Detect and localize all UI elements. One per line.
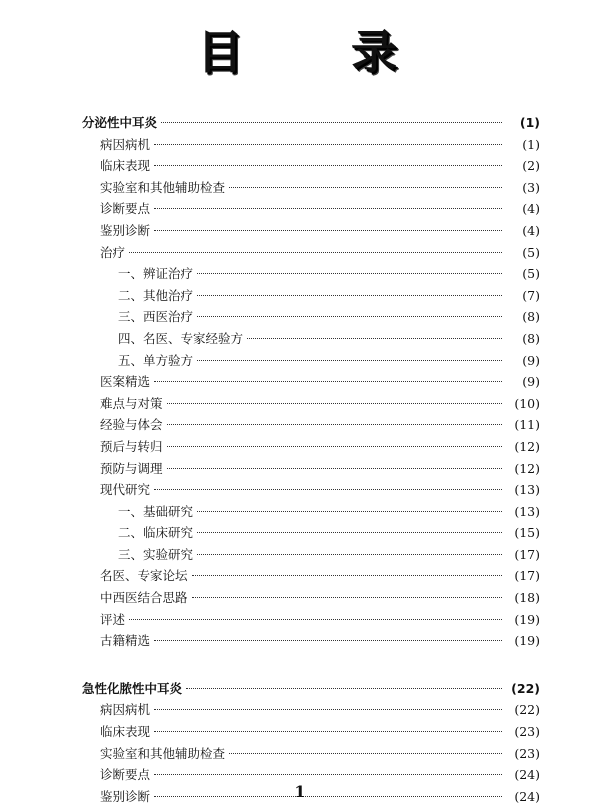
toc-entry[interactable] <box>82 458 540 480</box>
toc-entry-label: 诊断要点 <box>100 201 151 217</box>
toc-entry-page: (4) <box>522 201 540 217</box>
toc-entry-page: (24) <box>514 788 540 804</box>
dot-leader <box>154 489 502 490</box>
dot-leader <box>129 619 502 620</box>
dot-leader <box>154 144 502 145</box>
toc-entry[interactable] <box>82 155 540 177</box>
dot-leader <box>154 208 502 209</box>
toc-entry[interactable] <box>82 285 540 307</box>
toc-entry-label: 古籍精选 <box>100 633 151 649</box>
dot-leader <box>154 640 502 641</box>
toc-entry[interactable] <box>82 630 540 652</box>
dot-leader <box>197 511 502 512</box>
dot-leader <box>154 709 502 710</box>
toc-entry-label: 实验室和其他辅助检查 <box>100 745 226 761</box>
toc-entry-page: (15) <box>514 525 540 541</box>
dot-leader <box>197 273 502 274</box>
toc-entry-page: (8) <box>522 330 540 346</box>
toc-entry-label: 难点与对策 <box>100 395 163 411</box>
toc-entry[interactable] <box>82 699 540 721</box>
dot-leader <box>197 316 502 317</box>
toc-entry[interactable] <box>82 306 540 328</box>
toc-entry-label: 一、基础研究 <box>118 503 194 519</box>
toc-entry-label: 四、名医、专家经验方 <box>118 330 244 346</box>
toc-entry-page: (17) <box>514 568 540 584</box>
toc-entry[interactable] <box>82 565 540 587</box>
dot-leader <box>186 688 502 689</box>
toc-entry-label: 五、单方验方 <box>118 352 194 368</box>
dot-leader <box>129 252 502 253</box>
toc-entry-page: (19) <box>514 611 540 627</box>
toc-entry-page: (12) <box>514 460 540 476</box>
toc-entry-label: 鉴别诊断 <box>100 788 151 804</box>
toc-entry-page: (13) <box>514 482 540 498</box>
toc-entry-label: 三、实验研究 <box>118 546 194 562</box>
toc-entry-page: (12) <box>514 438 540 454</box>
toc-entry[interactable] <box>82 587 540 609</box>
toc-entry-page: (5) <box>522 266 540 282</box>
toc-entry[interactable] <box>82 242 540 264</box>
dot-leader <box>197 532 502 533</box>
toc-entry[interactable] <box>82 479 540 501</box>
dot-leader <box>167 446 502 447</box>
toc-entry-page: (19) <box>514 633 540 649</box>
toc-entry[interactable] <box>82 721 540 743</box>
toc-entry[interactable] <box>82 198 540 220</box>
toc-entry-label: 预后与转归 <box>100 438 163 454</box>
toc-entry[interactable] <box>82 350 540 372</box>
toc-entry-label: 三、西医治疗 <box>118 309 194 325</box>
toc-entry-label: 中西医结合思路 <box>100 590 188 606</box>
dot-leader <box>167 424 502 425</box>
toc-entry[interactable] <box>82 609 540 631</box>
toc-entry-label: 病因病机 <box>100 136 151 152</box>
toc-chapter-entry[interactable] <box>82 112 540 134</box>
toc-entry-page: (23) <box>514 745 540 761</box>
toc-entry-page: (1) <box>519 115 540 130</box>
page-title: 目 录 <box>196 25 443 79</box>
toc-entry-page: (22) <box>511 680 540 696</box>
toc-entry-label: 临床表现 <box>100 158 151 174</box>
toc-entry-page: (5) <box>522 244 540 260</box>
dot-leader <box>197 360 502 361</box>
toc-entry-page: (2) <box>522 158 540 174</box>
toc-chapter-entry[interactable] <box>82 678 540 700</box>
toc-entry-page: (22) <box>514 702 540 718</box>
table-of-contents <box>82 112 540 807</box>
toc-entry[interactable] <box>82 522 540 544</box>
toc-entry-label: 治疗 <box>100 244 126 260</box>
toc-entry[interactable] <box>82 328 540 350</box>
page-number: 1 <box>294 782 306 801</box>
toc-entry-label: 实验室和其他辅助检查 <box>100 179 226 195</box>
toc-entry-label: 鉴别诊断 <box>100 222 151 238</box>
dot-leader <box>154 381 502 382</box>
toc-entry-page: (1) <box>522 136 540 152</box>
dot-leader <box>167 468 502 469</box>
toc-entry[interactable] <box>82 743 540 765</box>
toc-entry-label: 评述 <box>100 611 126 627</box>
toc-entry[interactable] <box>82 393 540 415</box>
toc-entry[interactable] <box>82 544 540 566</box>
dot-leader <box>154 230 502 231</box>
toc-entry-label: 分泌性中耳炎 <box>82 115 158 130</box>
dot-leader <box>197 554 502 555</box>
toc-entry-page: (9) <box>522 374 540 390</box>
toc-entry-page: (4) <box>522 222 540 238</box>
toc-entry-label: 诊断要点 <box>100 767 151 783</box>
toc-entry-page: (10) <box>514 395 540 411</box>
toc-entry[interactable] <box>82 414 540 436</box>
toc-entry-page: (11) <box>514 417 540 433</box>
toc-entry-label: 预防与调理 <box>100 460 163 476</box>
toc-entry-page: (7) <box>522 287 540 303</box>
toc-entry-label: 名医、专家论坛 <box>100 568 188 584</box>
toc-entry-label: 现代研究 <box>100 482 151 498</box>
toc-entry[interactable] <box>82 501 540 523</box>
toc-entry[interactable] <box>82 263 540 285</box>
toc-entry-page: (23) <box>514 724 540 740</box>
toc-entry[interactable] <box>82 177 540 199</box>
toc-entry[interactable] <box>82 436 540 458</box>
toc-entry-label: 一、辨证治疗 <box>118 266 194 282</box>
toc-entry-label: 医案精选 <box>100 374 151 390</box>
toc-entry-page: (3) <box>522 179 540 195</box>
dot-leader <box>154 731 502 732</box>
dot-leader <box>154 165 502 166</box>
dot-leader <box>192 575 502 576</box>
toc-entry-label: 病因病机 <box>100 702 151 718</box>
toc-entry-page: (24) <box>514 767 540 783</box>
toc-entry-page: (18) <box>514 590 540 606</box>
toc-entry-label: 二、其他治疗 <box>118 287 194 303</box>
dot-leader <box>192 597 502 598</box>
toc-entry-page: (8) <box>522 309 540 325</box>
toc-entry[interactable] <box>82 134 540 156</box>
dot-leader <box>197 295 502 296</box>
dot-leader <box>161 122 502 123</box>
toc-entry-label: 临床表现 <box>100 724 151 740</box>
toc-entry-page: (17) <box>514 546 540 562</box>
toc-entry-label: 经验与体会 <box>100 417 163 433</box>
dot-leader <box>247 338 502 339</box>
toc-entry-label: 二、临床研究 <box>118 525 194 541</box>
toc-entry-label: 急性化脓性中耳炎 <box>82 680 183 696</box>
toc-entry-page: (9) <box>522 352 540 368</box>
dot-leader <box>154 774 502 775</box>
toc-entry[interactable] <box>82 220 540 242</box>
dot-leader <box>229 753 502 754</box>
toc-entry[interactable] <box>82 371 540 393</box>
dot-leader <box>229 187 502 188</box>
toc-entry-page: (13) <box>514 503 540 519</box>
dot-leader <box>167 403 502 404</box>
